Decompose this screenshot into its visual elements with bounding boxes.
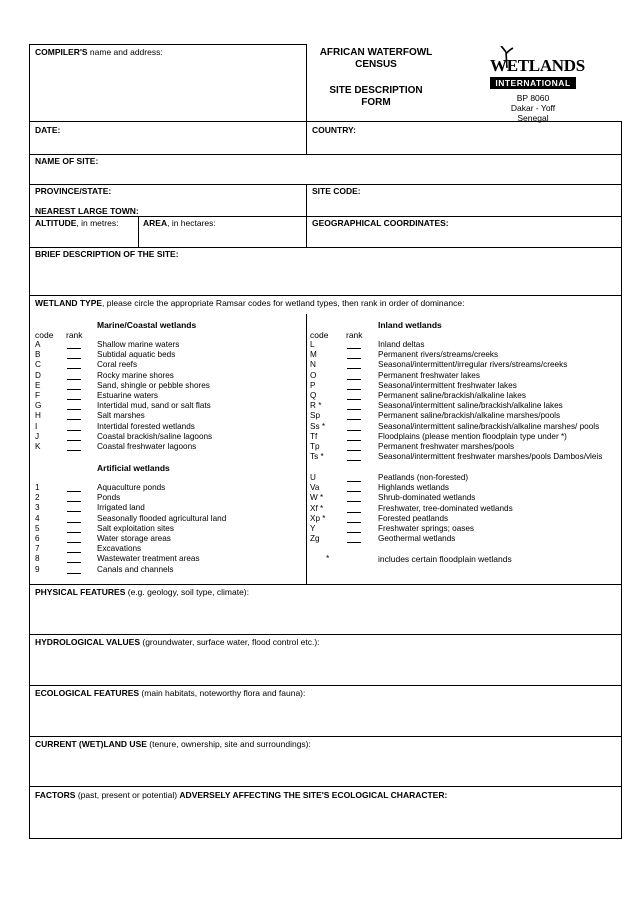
wetland-code-row[interactable]	[35, 432, 345, 442]
rank-blank[interactable]	[347, 358, 361, 359]
wetland-description: Floodplains (please mention floodplain type under *)	[378, 431, 567, 441]
wetland-code[interactable]: 4	[35, 513, 40, 523]
footnote-text: includes certain floodplain wetlands	[378, 554, 512, 564]
wetland-code[interactable]: I	[35, 421, 38, 431]
rank-blank[interactable]	[67, 511, 81, 512]
row-line	[29, 295, 622, 296]
physical-features-field[interactable]: PHYSICAL FEATURES (e.g. geology, soil type, climate):	[35, 587, 249, 597]
rank-blank[interactable]	[67, 358, 81, 359]
wetland-code-row[interactable]	[35, 381, 345, 391]
wetland-code[interactable]: J	[35, 431, 40, 441]
hydrological-values-field[interactable]: HYDROLOGICAL VALUES (groundwater, surface water, flood control etc.):	[35, 637, 320, 647]
wetland-code-row[interactable]	[310, 401, 620, 411]
wetland-code[interactable]: D	[35, 370, 41, 380]
wetland-description: Permanent freshwater lakes	[378, 370, 480, 380]
wetland-code-row[interactable]	[35, 554, 345, 564]
wetland-code-row[interactable]	[35, 391, 345, 401]
address-line2: Dakar - Yoff	[510, 103, 556, 113]
wetland-description: Seasonal/intermittent saline/brackish/alkaline marshes/ pools	[378, 421, 600, 431]
rank-blank[interactable]	[347, 522, 361, 523]
wetland-code-row[interactable]	[310, 371, 620, 381]
wetland-code-row[interactable]	[35, 565, 345, 575]
rank-blank[interactable]	[347, 512, 361, 513]
wetland-code[interactable]: P	[310, 380, 316, 390]
row-line	[29, 736, 622, 737]
row-line	[29, 786, 622, 787]
wetland-code-row[interactable]	[310, 514, 620, 524]
wetland-code-row[interactable]	[310, 350, 620, 360]
wetland-description: Sand, shingle or pebble shores	[97, 380, 210, 390]
wetland-code[interactable]: R *	[310, 401, 322, 411]
wetland-description: Inland deltas	[378, 340, 425, 349]
wetland-code-row[interactable]	[35, 360, 345, 370]
wetland-code[interactable]: Zg	[310, 534, 320, 544]
form-title-line2: CENSUS	[355, 59, 397, 70]
wetland-code-row[interactable]	[310, 504, 620, 514]
rank-blank[interactable]	[67, 501, 81, 502]
wetland-code-row[interactable]	[310, 381, 620, 391]
rank-blank[interactable]	[67, 562, 81, 563]
rank-blank[interactable]	[67, 368, 81, 369]
wetland-code-row[interactable]	[35, 514, 345, 524]
wetland-code[interactable]: 2	[35, 493, 40, 503]
date-field[interactable]: DATE:	[35, 125, 61, 135]
wetland-description: Subtidal aquatic beds	[97, 350, 176, 360]
wetland-description: Seasonal/intermittent saline/brackish/alkaline lakes	[378, 401, 563, 411]
rank-blank[interactable]	[67, 573, 81, 574]
wetland-description: Salt exploitation sites	[97, 523, 174, 533]
wetland-code[interactable]: Tf	[310, 431, 318, 441]
altitude-field[interactable]: ALTITUDE, in metres:	[35, 218, 119, 228]
wetland-description: Permanent saline/brackish/alkaline lakes	[378, 391, 526, 400]
wetland-description: Ponds	[97, 493, 121, 503]
wetland-description: Salt marshes	[97, 411, 145, 421]
wetland-description: Aquaculture ponds	[97, 483, 166, 492]
wetland-code[interactable]: N	[310, 360, 316, 370]
rank-blank[interactable]	[67, 552, 81, 553]
form-title-line4: FORM	[361, 97, 391, 108]
rank-blank[interactable]	[67, 409, 81, 410]
rank-blank[interactable]	[67, 389, 81, 390]
wetland-code[interactable]: F	[35, 391, 41, 400]
wetland-code[interactable]: 7	[35, 544, 40, 554]
wetland-description: Coastal freshwater lagoons	[97, 442, 197, 451]
wetland-code[interactable]: 1	[35, 483, 40, 492]
wetland-description: Permanent saline/brackish/alkaline marshes/pools	[378, 411, 561, 421]
wetland-description: Coral reefs	[97, 360, 138, 370]
country-field[interactable]: COUNTRY:	[312, 125, 356, 135]
wetland-code-row[interactable]	[35, 534, 345, 544]
wetland-code-row[interactable]	[310, 452, 620, 462]
rank-blank[interactable]	[347, 409, 361, 410]
wetland-description: Shrub-dominated wetlands	[378, 493, 476, 503]
wetland-code-row[interactable]	[310, 411, 620, 421]
wetland-code[interactable]: Xp *	[310, 513, 326, 523]
wetland-code-row[interactable]	[35, 442, 345, 452]
coordinates-field[interactable]: GEOGRAPHICAL COORDINATES:	[312, 218, 449, 228]
wetland-description: Forested peatlands	[378, 513, 449, 523]
form-title-line1: AFRICAN WATERFOWL	[319, 47, 433, 58]
rank-blank[interactable]	[67, 419, 81, 420]
wetland-code[interactable]: E	[35, 380, 41, 390]
wetland-description: Highlands wetlands	[378, 483, 450, 493]
wetland-code[interactable]: C	[35, 360, 41, 370]
wetland-code-row[interactable]	[35, 401, 345, 411]
wetland-description: Estuarine waters	[97, 391, 158, 400]
wetland-code[interactable]: Va	[310, 483, 320, 493]
inland-title: Inland wetlands	[378, 320, 442, 330]
wetland-code-row[interactable]	[35, 493, 345, 503]
wetland-code[interactable]: O	[310, 370, 317, 380]
row-line	[29, 584, 622, 585]
row-line	[29, 634, 622, 635]
wetland-code[interactable]: Q	[310, 391, 317, 400]
row-line	[29, 184, 622, 185]
wetland-code[interactable]: Sp	[310, 411, 321, 421]
wetland-description: Seasonal/intermittent/irregular rivers/streams/creeks	[378, 360, 568, 370]
rank-blank[interactable]	[347, 440, 361, 441]
form-title-line3: SITE DESCRIPTION	[329, 85, 423, 96]
wetland-description: Intertidal mud, sand or salt flats	[97, 401, 211, 411]
wetland-code[interactable]: 8	[35, 554, 40, 564]
wetland-description: Peatlands (non-forested)	[378, 473, 469, 482]
ecological-features-field[interactable]: ECOLOGICAL FEATURES (main habitats, noteworthy flora and fauna):	[35, 688, 306, 698]
wetland-code[interactable]: K	[35, 442, 41, 451]
site-name-field[interactable]: NAME OF SITE:	[35, 156, 99, 166]
rank-blank[interactable]	[347, 481, 361, 482]
rank-blank[interactable]	[67, 491, 81, 492]
area-field[interactable]: AREA, in hectares:	[143, 218, 216, 228]
row-line	[29, 216, 622, 217]
wetland-code-row[interactable]	[310, 473, 620, 483]
wetland-code-row[interactable]	[35, 340, 345, 350]
rank-blank[interactable]	[347, 501, 361, 502]
rank-blank[interactable]	[67, 348, 81, 349]
wetland-description: Canals and channels	[97, 564, 174, 574]
wetland-code-row[interactable]	[35, 483, 345, 493]
wetland-description: Wastewater treatment areas	[97, 554, 200, 564]
wetland-code[interactable]: L	[310, 340, 315, 349]
wetland-description: Water storage areas	[97, 534, 171, 543]
rank-header-right: rank	[346, 330, 363, 340]
province-field[interactable]: PROVINCE/STATE:	[35, 186, 112, 196]
footnote-mark: *	[326, 553, 330, 563]
rank-blank[interactable]	[67, 450, 81, 451]
rank-blank[interactable]	[347, 399, 361, 400]
wetland-description: Irrigated land	[97, 503, 145, 513]
site-code-field[interactable]: SITE CODE:	[312, 186, 361, 196]
rank-blank[interactable]	[347, 379, 361, 380]
wetland-code[interactable]: Y	[310, 524, 316, 533]
wetland-description: Rocky marine shores	[97, 370, 174, 380]
wetland-code[interactable]: M	[310, 350, 317, 360]
wetland-code[interactable]: 9	[35, 564, 40, 574]
wetland-description: Seasonal/intermittent freshwater lakes	[378, 380, 517, 390]
wetland-code-row[interactable]	[35, 544, 345, 554]
rank-blank[interactable]	[67, 532, 81, 533]
wetland-description: Seasonally flooded agricultural land	[97, 513, 227, 523]
wetland-code-row[interactable]	[310, 483, 620, 493]
wetland-code-row[interactable]	[35, 503, 345, 513]
rank-blank[interactable]	[347, 542, 361, 543]
wetland-code-row[interactable]	[310, 340, 620, 350]
rank-header-left: rank	[66, 330, 83, 340]
wetland-description: Seasonal/intermittent freshwater marshes/pools Dambos/vleis	[378, 452, 603, 462]
rank-blank[interactable]	[67, 522, 81, 523]
rank-blank[interactable]	[347, 460, 361, 461]
rank-blank[interactable]	[347, 450, 361, 451]
rank-blank[interactable]	[347, 368, 361, 369]
form-border-top	[29, 44, 306, 45]
wetland-code[interactable]: 6	[35, 534, 40, 543]
wetland-description: Freshwater springs; oases	[378, 524, 475, 533]
wetland-type-title: WETLAND TYPE, please circle the appropriate Ramsar codes for wetland types, then rank in order of dominance:	[35, 298, 465, 308]
code-header-left: code	[35, 330, 54, 340]
wetland-code-row[interactable]	[35, 411, 345, 421]
column-divider	[138, 216, 139, 247]
rank-blank[interactable]	[67, 440, 81, 441]
wetland-code-row[interactable]	[310, 534, 620, 544]
wetland-code-row[interactable]	[35, 422, 345, 432]
rank-blank[interactable]	[67, 430, 81, 431]
wetland-description: Geothermal wetlands	[378, 534, 456, 544]
wetland-description: Freshwater, tree-dominated wetlands	[378, 503, 513, 513]
wetland-code-row[interactable]	[35, 371, 345, 381]
wetland-code[interactable]: G	[35, 401, 42, 411]
wetland-code[interactable]: U	[310, 473, 316, 482]
wetland-description: Permanent freshwater marshes/pools	[378, 442, 515, 451]
rank-blank[interactable]	[67, 399, 81, 400]
rank-blank[interactable]	[347, 389, 361, 390]
row-line	[29, 154, 622, 155]
rank-blank[interactable]	[347, 532, 361, 533]
rank-blank[interactable]	[347, 419, 361, 420]
wetland-code-row[interactable]	[310, 493, 620, 503]
row-line	[29, 247, 622, 248]
wetland-code[interactable]: W *	[310, 493, 324, 503]
rank-blank[interactable]	[67, 542, 81, 543]
wetland-code-row[interactable]	[35, 350, 345, 360]
rank-blank[interactable]	[347, 491, 361, 492]
logo-bar: INTERNATIONAL	[490, 77, 576, 89]
address-line1: BP 8060	[516, 93, 550, 103]
wetland-code-row[interactable]	[310, 391, 620, 401]
wetland-code-row[interactable]	[310, 360, 620, 370]
row-line	[29, 685, 622, 686]
wetland-code-row[interactable]	[35, 524, 345, 534]
land-use-field[interactable]: CURRENT (WET)LAND USE (tenure, ownership, site and surroundings):	[35, 739, 311, 749]
wetland-description: Excavations	[97, 544, 142, 554]
marine-title: Marine/Coastal wetlands	[97, 320, 197, 330]
form-border-bottom	[29, 838, 622, 839]
wetland-code[interactable]: H	[35, 411, 41, 421]
wetland-code-row[interactable]	[310, 422, 620, 432]
wetlands-logo	[488, 46, 585, 92]
nearest-town-field[interactable]: NEAREST LARGE TOWN:	[35, 206, 139, 216]
wetland-code[interactable]: A	[35, 340, 41, 349]
rank-blank[interactable]	[347, 430, 361, 431]
wetland-code-row[interactable]	[310, 432, 620, 442]
wetland-description: Shallow marine waters	[97, 340, 180, 349]
adverse-factors-field[interactable]: FACTORS (past, present or potential) ADVERSELY AFFECTING THE SITE'S ECOLOGICAL CHARACTER:	[35, 790, 448, 800]
wetland-code[interactable]: B	[35, 350, 41, 360]
address-line3: Senegal	[517, 113, 549, 123]
rank-blank[interactable]	[347, 348, 361, 349]
wetland-code[interactable]: 5	[35, 523, 40, 533]
compiler-label: COMPILER'S name and address:	[35, 47, 163, 57]
artificial-title: Artificial wetlands	[97, 463, 170, 473]
wetland-description: Permanent rivers/streams/creeks	[378, 350, 499, 360]
wetland-description: Coastal brackish/saline lagoons	[97, 431, 213, 441]
form-border-left	[29, 44, 30, 839]
wetland-code-row[interactable]	[310, 442, 620, 452]
brief-description-field[interactable]: BRIEF DESCRIPTION OF THE SITE:	[35, 249, 179, 259]
wetland-code[interactable]: 3	[35, 503, 40, 513]
wetland-code[interactable]: Ss *	[310, 421, 326, 431]
code-header-right: code	[310, 330, 329, 340]
wetland-code[interactable]: Tp	[310, 442, 320, 451]
logo-word: WETLANDS	[490, 56, 585, 75]
form-border-right	[621, 121, 622, 839]
wetland-description: Intertidal forested wetlands	[97, 421, 195, 431]
rank-blank[interactable]	[67, 379, 81, 380]
wetland-code-row[interactable]	[310, 524, 620, 534]
wetland-code[interactable]: Ts *	[310, 452, 324, 462]
wetland-code[interactable]: Xf *	[310, 503, 324, 513]
